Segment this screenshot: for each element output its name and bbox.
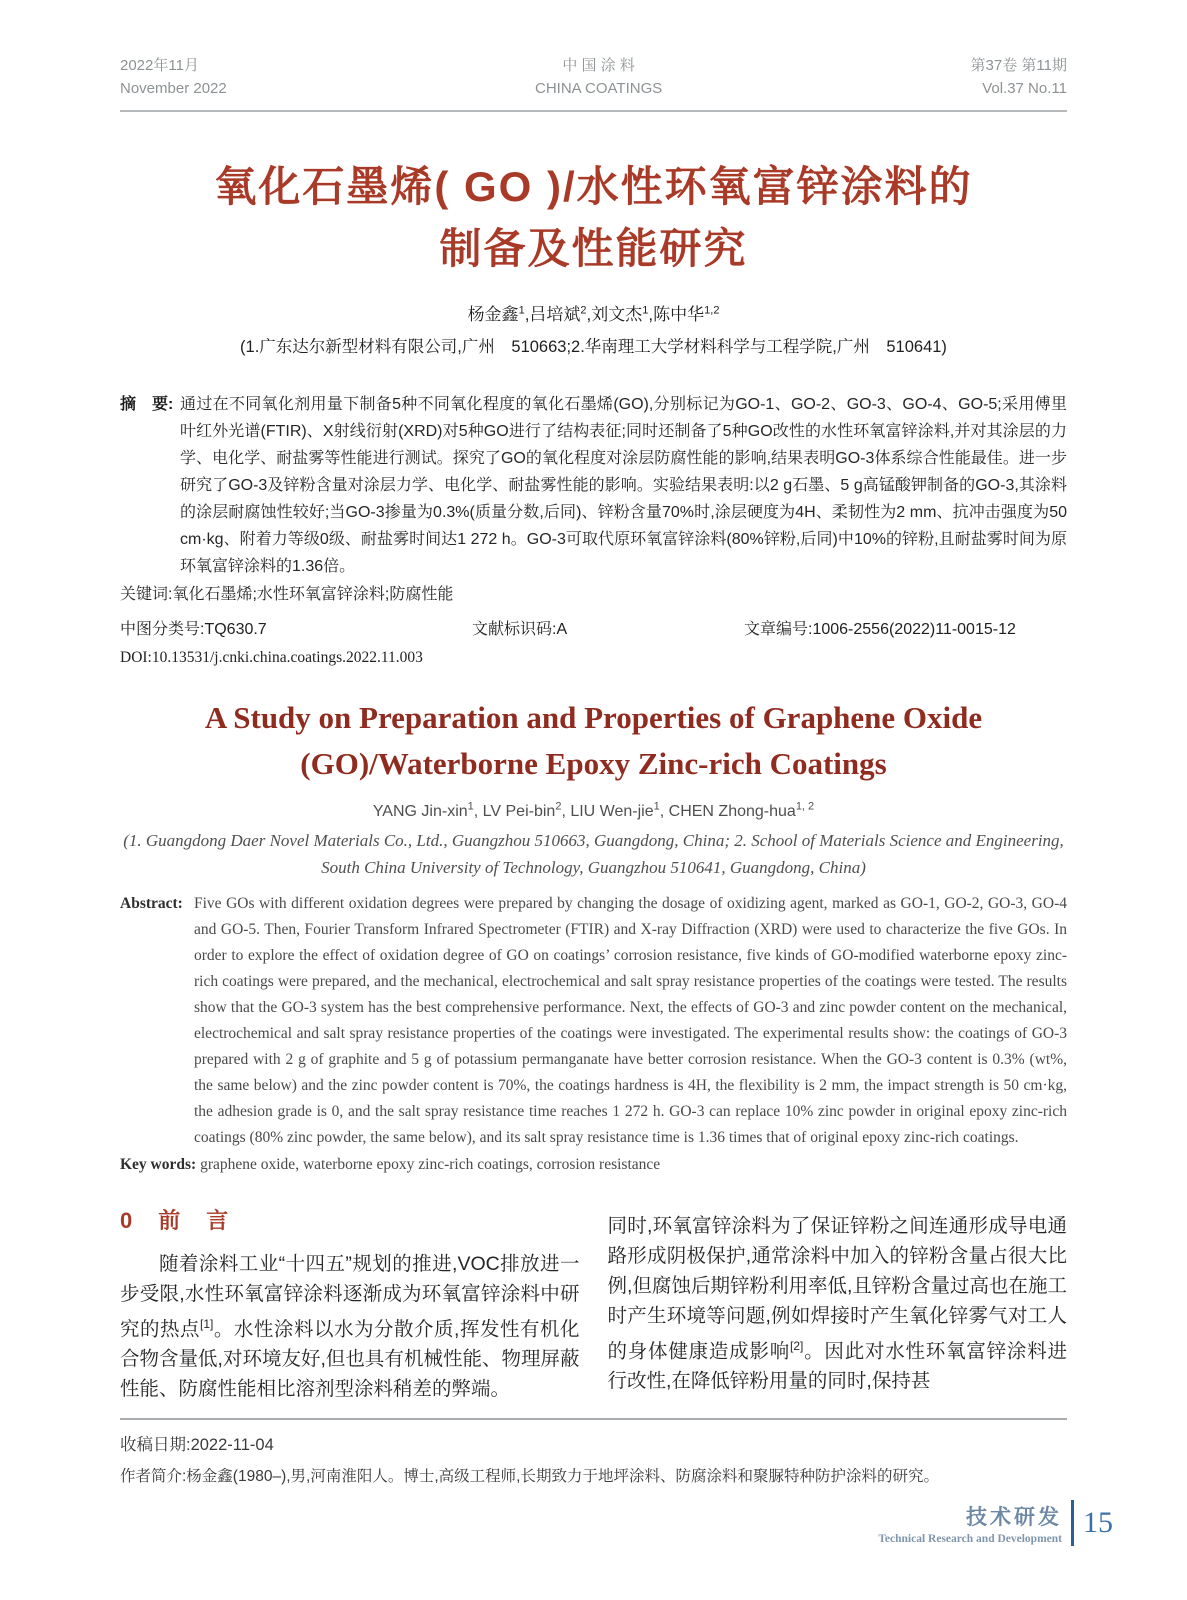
author-name: LV Pei-bin — [482, 802, 556, 820]
abstract-label-en: Abstract: — [120, 894, 183, 912]
keywords-label-zh: 关键词: — [120, 585, 173, 603]
intro-paragraph-left — [120, 1249, 580, 1405]
article-title-en-line1: A Study on Preparation and Properties of Graphene Oxide — [204, 699, 983, 735]
intro-right-text-1: 同时,环氧富锌涂料为了保证锌粉之间连通形成导电通路形成阴极保护,通常涂料中加入的锌粉含量占很大比例,但腐蚀后期锌粉利用率低,且锌粉含量过高也在施工时产生环境等问题,例如焊接时产生氧化锌雾气对工人的身体健康造成影响 — [607, 1214, 1067, 1363]
author-superscript: 2 — [580, 303, 587, 316]
doi: DOI:10.13531/j.cnki.china.coatings.2022.11.003 — [120, 648, 423, 666]
author-separator: , — [586, 304, 592, 324]
article-title-en-line2: (GO)/Waterborne Epoxy Zinc-rich Coatings — [300, 745, 887, 781]
author-superscript: 1,2 — [704, 303, 720, 316]
keywords-en — [120, 1152, 1067, 1178]
received-date: 收稿日期:2022-11-04 — [120, 1436, 274, 1455]
footer-section-en: Technical Research and Development — [878, 1533, 1062, 1545]
abstract-text-en: Five GOs with different oxidation degrees were prepared by changing the dosage of oxidizing agent, marked as GO-1, GO-2, GO-3, GO-4 and GO-5. Then, Fourier Transform Infrared Spectrometer (FTIR) and X-ray Diffraction (XRD) were used to characterize the five GOs. In order to explore the effect of oxidation degree of GO on coatings’ corrosion resistance, five kinds of GO-modified waterborne epoxy zinc-rich coatings were prepared, and the mechanical, electrochemical and salt spray resistance properties of the coatings were tested. The results show that the GO-3 system has the best comprehensive performance. Next, the effects of GO-3 and zinc powder content on the mechanical, electrochemical and salt spray resistance properties of the coatings were investigated. The experimental results show: the coatings of GO-3 prepared with 2 g of graphite and 5 g of potassium permanganate have better corrosion resistance. When the GO-3 content is 0.3% (wt%, the same below) and the zinc powder content is 70%, the coatings hardness is 4H, the flexibility is 2 mm, the impact strength is 50 cm·kg, the adhesion grade is 0, and the salt spray resistance time reaches 1 272 h. GO-3 can replace 10% zinc powder in original epoxy zinc-rich coatings (80% zinc powder, the same below), and its salt spray resistance time is 1.36 times that of original epoxy zinc-rich coatings. — [194, 894, 1067, 1146]
header-volume-info — [971, 54, 1067, 101]
author-name: 陈中华 — [653, 304, 705, 324]
footnote-block — [120, 1418, 1067, 1486]
author-bio: 作者简介:杨金鑫(1980–),男,河南淮阳人。博士,高级工程师,长期致力于地坪涂料、防腐涂料和聚脲特种防护涂料的研究。 — [120, 1468, 939, 1486]
abstract-en — [120, 891, 1067, 1151]
header-journal-name — [535, 54, 662, 101]
author-superscript: 1 — [467, 800, 474, 813]
author-name: 杨金鑫 — [467, 304, 519, 324]
page-footer — [878, 1500, 1113, 1546]
reference-marker-1: [1] — [200, 1316, 214, 1331]
affiliation-zh: (1.广东达尔新型材料有限公司,广州 510663;2.华南理工大学材料科学与工程学院,广州 510641) — [240, 337, 947, 356]
volume-en: Vol.37 No.11 — [982, 80, 1067, 98]
author-zh — [529, 305, 591, 324]
article-title-zh-line1: 氧化石墨烯( GO )/水性环氧富锌涂料的 — [214, 162, 973, 210]
intro-heading: 0 前 言 — [120, 1207, 231, 1233]
author-en — [668, 800, 815, 820]
author-superscript: 1 — [642, 303, 649, 316]
issue-date-zh: 2022年11月 — [120, 57, 199, 74]
authors-zh — [120, 300, 1067, 325]
article-title-zh-line2: 制备及性能研究 — [439, 224, 748, 272]
author-name: LIU Wen-jie — [570, 802, 654, 820]
author-name: YANG Jin-xin — [372, 802, 468, 820]
author-zh — [653, 305, 719, 324]
author-en — [372, 800, 483, 820]
issue-date-en: November 2022 — [120, 80, 227, 98]
authors-en — [120, 801, 1067, 821]
document-code: 文献标识码:A — [472, 620, 568, 638]
volume-zh: 第37卷 第11期 — [970, 57, 1067, 74]
author-superscript: 1, 2 — [795, 800, 815, 813]
author-separator: , — [648, 304, 654, 324]
keywords-text-zh: 氧化石墨烯;水性环氧富锌涂料;防腐性能 — [172, 585, 454, 603]
author-separator: , — [561, 802, 571, 820]
author-superscript: 1 — [653, 800, 660, 813]
journal-name-en: CHINA COATINGS — [535, 80, 663, 98]
author-name: 刘文杰 — [591, 304, 643, 324]
article-title-en — [120, 695, 1067, 787]
keywords-text-en: graphene oxide, waterborne epoxy zinc-rich coatings, corrosion resistance — [200, 1155, 661, 1173]
author-zh — [468, 305, 530, 324]
page-number: 15 — [1083, 1506, 1113, 1539]
author-superscript: 2 — [555, 800, 562, 813]
intro-left-text-2: 。水性涂料以水为分散介质,挥发性有机化合物含量低,对环境友好,但也具有机械性能、物理屏蔽性能、防腐性能相比溶剂型涂料稍差的弊端。 — [120, 1318, 580, 1401]
author-name: CHEN Zhong-hua — [668, 802, 796, 820]
intro-paragraph-right — [608, 1211, 1068, 1397]
abstract-zh — [120, 391, 1067, 580]
journal-header — [120, 54, 1067, 112]
abstract-label-zh: 摘 要: — [120, 395, 174, 413]
reference-marker-2: [2] — [790, 1338, 804, 1353]
article-title-zh — [120, 156, 1067, 280]
footer-section-zh: 技术研发 — [966, 1506, 1062, 1529]
intro-left-text-1: 随着涂料工业“十四五”规划的推进,VOC排放进一步受限,水性环氧富锌涂料逐渐成为环氧富锌涂料中研究的热点 — [120, 1252, 580, 1341]
header-issue-date — [120, 54, 227, 101]
author-zh — [591, 305, 653, 324]
footer-section-title — [878, 1501, 1062, 1545]
intro-right-text-2: 。因此对水性环氧富锌涂料进行改性,在降低锌粉用量的同时,保持甚 — [607, 1340, 1067, 1393]
keywords-label-en: Key words: — [120, 1155, 197, 1173]
intro-left-column — [120, 1202, 580, 1405]
intro-right-column — [608, 1202, 1068, 1405]
introduction-section — [120, 1202, 1067, 1405]
affiliation-en: (1. Guangdong Daer Novel Materials Co., Ltd., Guangzhou 510663, Guangdong, China; 2. School of Materials Science and Engineering, South China University of Technology, Guangzhou 510641, Guangdong, China) — [123, 830, 1064, 877]
author-superscript: 1 — [518, 303, 525, 316]
author-separator: , — [659, 802, 669, 820]
author-en — [482, 800, 571, 820]
author-separator: , — [473, 802, 483, 820]
journal-name-zh: 中 国 涂 料 — [562, 57, 635, 74]
author-en — [570, 800, 669, 820]
abstract-text-zh: 通过在不同氧化剂用量下制备5种不同氧化程度的氧化石墨烯(GO),分别标记为GO-1、GO-2、GO-3、GO-4、GO-5;采用傅里叶红外光谱(FTIR)、X射线衍射(XRD)对5种GO进行了结构表征;同时还制备了5种GO改性的水性环氧富锌涂料,并对其涂层的力学、电化学、耐盐雾等性能进行测试。探究了GO的氧化程度对涂层防腐性能的影响,结果表明GO-3体系综合性能最佳。进一步研究了GO-3及锌粉含量对涂层力学、电化学、耐盐雾性能的影响。实验结果表明:以2 g石墨、5 g高锰酸钾制备的GO-3,其涂料的涂层耐腐蚀性较好;当GO-3掺量为0.3%(质量分数,后同)、锌粉含量70%时,涂层硬度为4H、柔韧性为2 mm、抗冲击强度为50 cm·kg、附着力等级0级、耐盐雾时间达1 272 h。GO-3可取代原环氧富锌涂料(80%锌粉,后同)中10%的锌粉,且耐盐雾时间为原环氧富锌涂料的1.36倍。 — [180, 395, 1067, 575]
classification-row — [120, 616, 1067, 639]
keywords-zh — [120, 581, 1067, 608]
author-name: 吕培斌 — [529, 304, 581, 324]
clc-number: 中图分类号:TQ630.7 — [120, 620, 267, 638]
footer-divider-bar — [1071, 1500, 1074, 1546]
article-number: 文章编号:1006-2556(2022)11-0015-12 — [744, 620, 1016, 638]
author-separator: , — [524, 304, 530, 324]
